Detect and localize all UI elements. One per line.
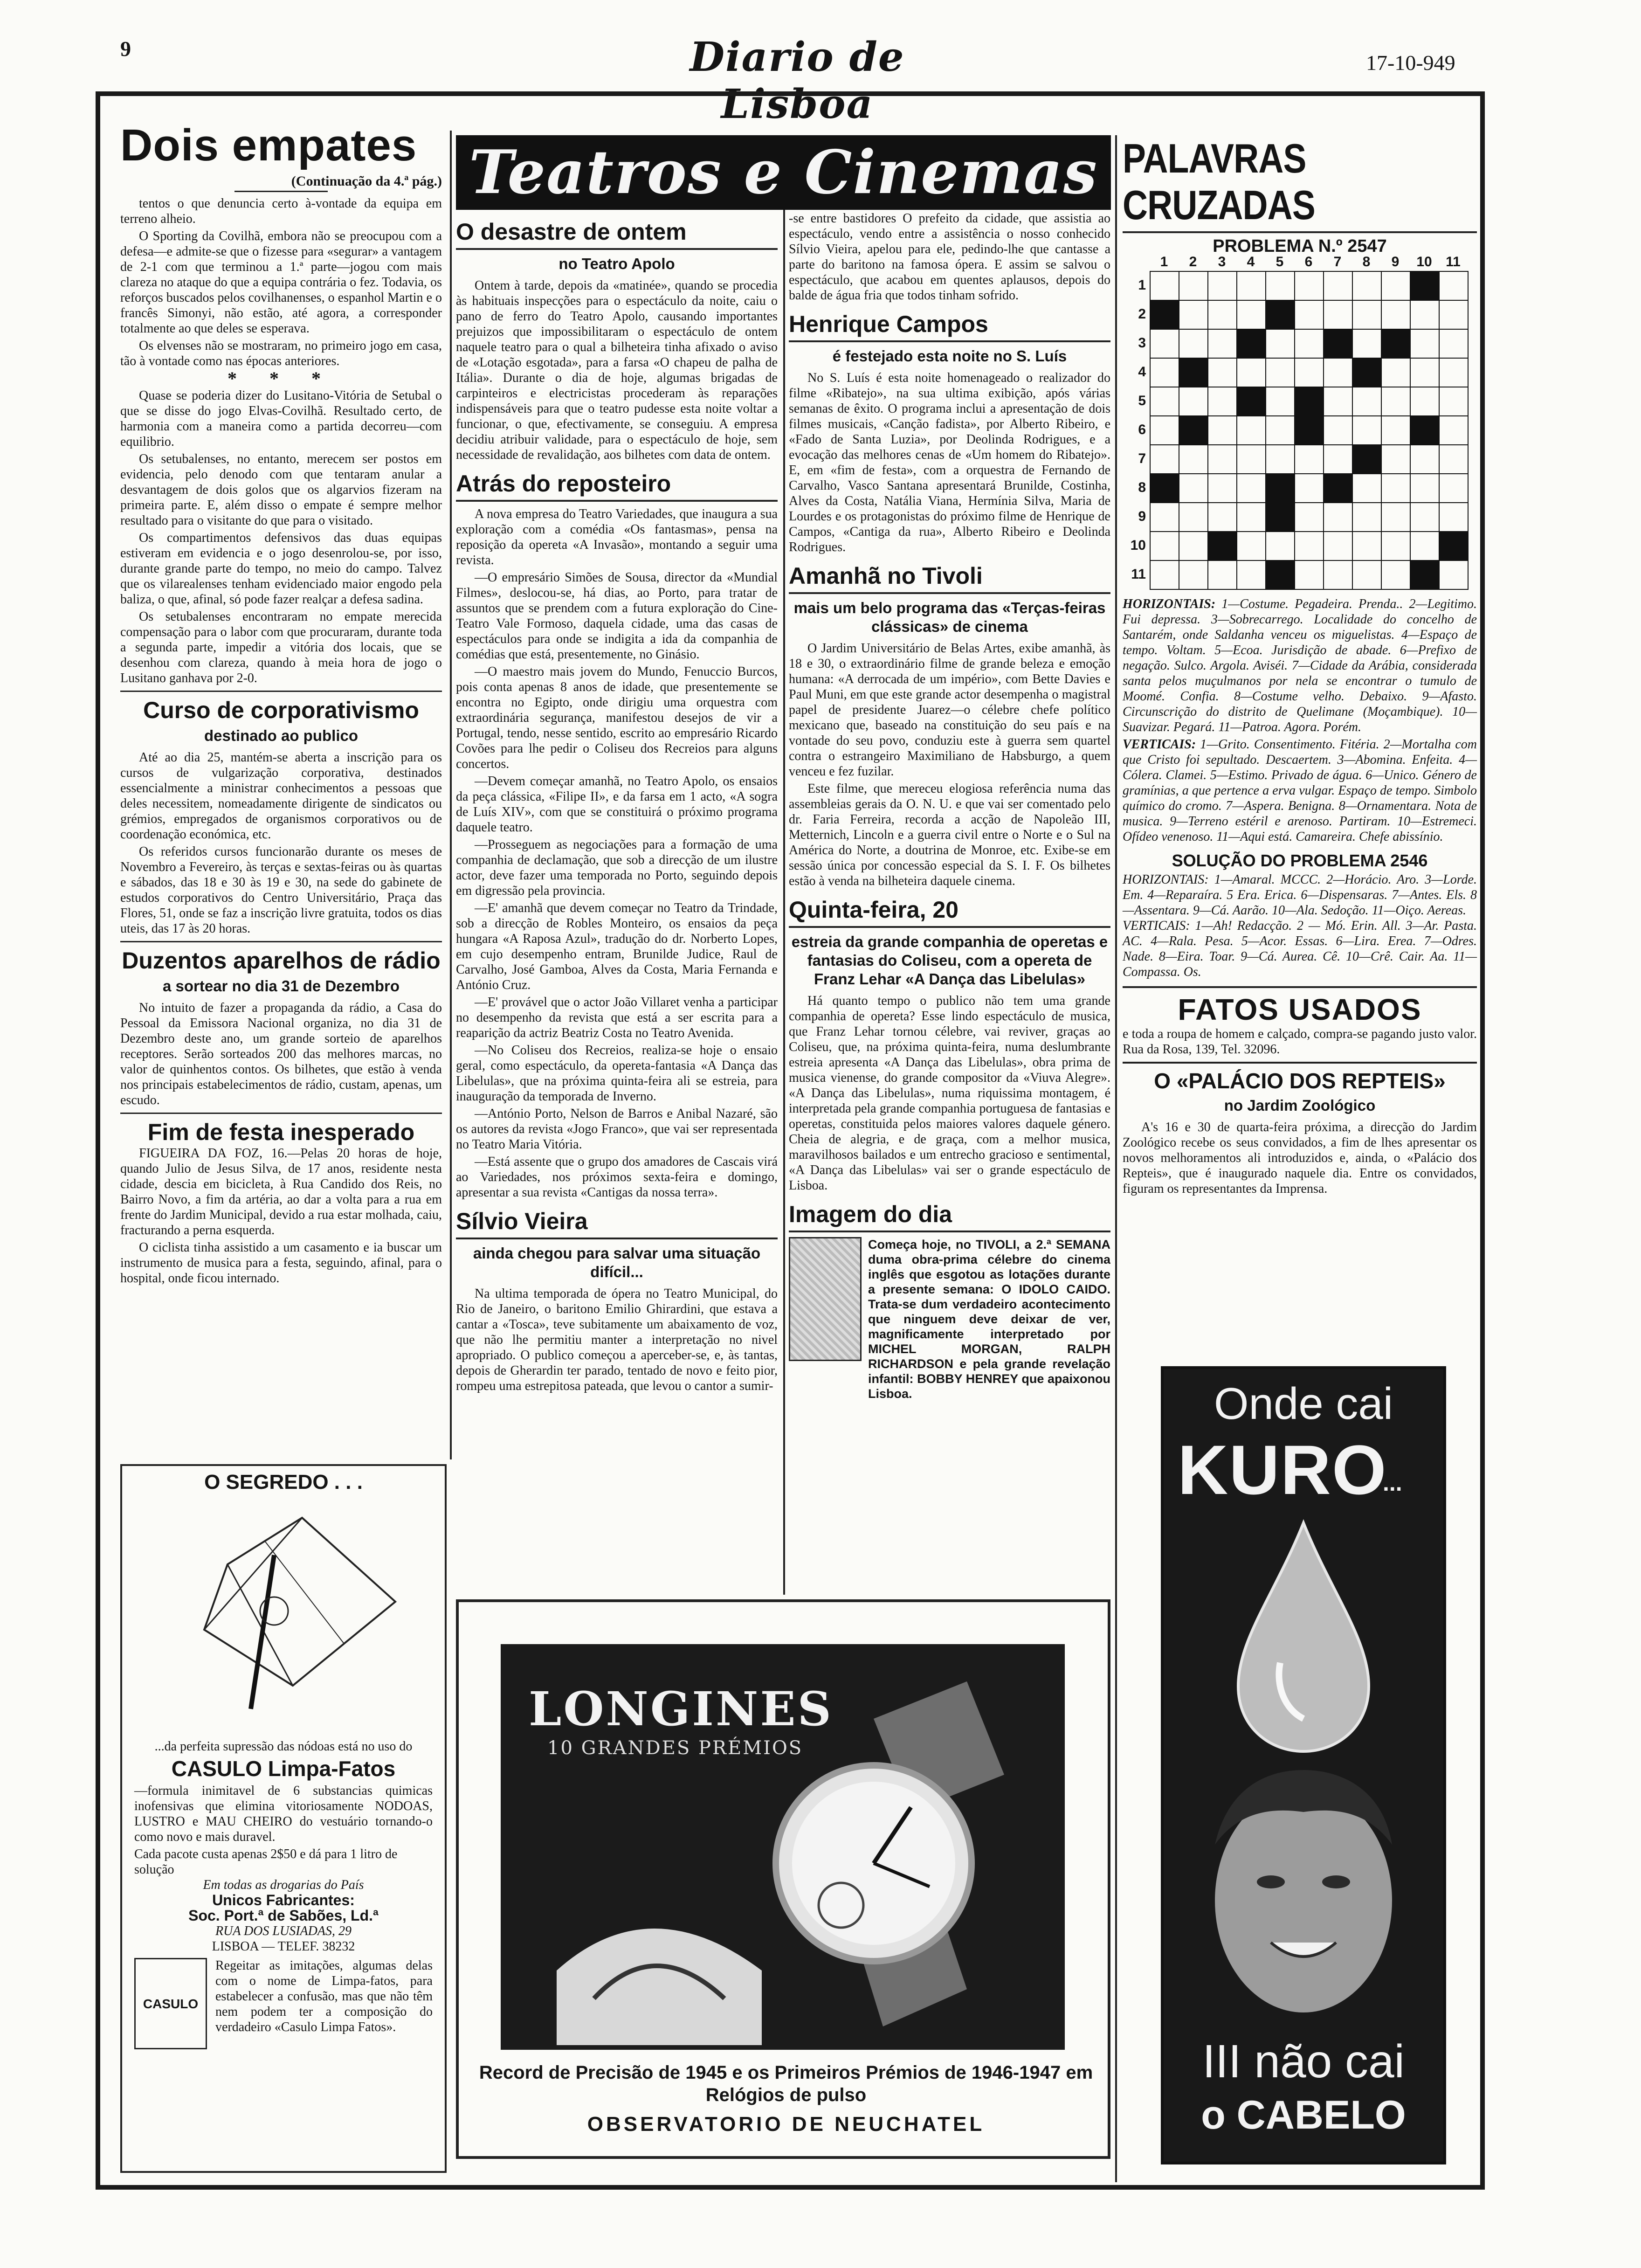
crossword-cell[interactable] [1237,300,1266,329]
ad-brand: CASULO Limpa-Fatos [171,1756,396,1781]
crossword-black-cell [1352,445,1381,474]
longines-record: Record de Precisão de 1945 e os Primeiros Prémios de 1946-1947 em Relógios de pulso [479,2062,1093,2105]
paragraph: Os elvenses não se mostraram, no primeiro jogo em casa, tão à vontade como nas épocas anteriores. [120,339,442,368]
crossword-cell[interactable] [1150,387,1179,416]
kuro-suffix: ... [1383,1470,1402,1496]
crossword-cell[interactable] [1266,329,1295,358]
crossword-cell[interactable] [1237,416,1266,445]
crossword-cell[interactable] [1439,300,1468,329]
kuro-line4: o CABELO [1201,2093,1406,2137]
paragraph: O ciclista tinha assistido a um casamento e ia buscar um instrumento de musica para a festa, seguindo, afinal, para o hospital, onde ficou internado. [120,1240,442,1286]
crossword-cell[interactable] [1381,474,1410,503]
crossword-row-numbers [1123,271,1150,590]
paragraph: Há quanto tempo o publico não tem uma grande companhia de opereta? Esse lindo espectáculo de musica, que Franz Lehar tornou célebre, vai reviver, graças ao Coliseu, que, na próxima quinta-feira, numa deslumbrante estreia apresenta «A Dança das Libelulas», obra prima de musica vienense, do grande compositor da «Viuva Alegre». «A Dança das Libelulas», numa riquissima montagem, é interpretada pela grande companhia portuguesa de fantasias e operetas, constituida pelos maiores valores daquele género. Cheia de alegria, e de graça, com a melhor musica, maravilhosos bailados e um entrecho gracioso e sentimental, «A Dança das Libelulas» vai ser o grande espectáculo de Lisboa. [789,994,1110,1193]
crossword-grid[interactable] [1150,271,1469,590]
paragraph: O Sporting da Covilhã, embora não se preocupou com a defesa—e admite-se que o fizesse para «segurar» a vantagem de 2-1 com que terminou a 1.ª parte—jogou com mais clareza no ataque do que a equipa contrária o fez. Todavia, os reforços buscados pelos covilhanenses, o espanhol Martin e o francês Simonyi, não estão, até agora, a corresponder totalmente ao que deles se esperava. [120,229,442,336]
crossword-cell[interactable] [1410,387,1439,416]
crossword-column-number: 3 [1218,254,1226,270]
paragraph: Quase se poderia dizer do Lusitano-Vitória de Setubal o que se disse do jogo Elvas-Covilhã. Resultado certo, de harmonia com a maneira como a partida decorreu—com equilibrio. [120,388,442,449]
clues-text: 1—Grito. Consentimento. Fitéria. 2—Mortalha com que Cristo foi sepultado. Descaertem. 3—Abomina. Enfeita. 4—Cólera. Clamei. 5—Estimo. Privado de água. 6—Unico. Género de gramínias, a que pertence a erva vulgar. Espaço de tempo. Simbolo químico do cromo. 7—Aspera. Benigna. 8—Ornamentara. Nota de musica. 9—Terreno estéril e arenoso. Partiram. 10—Estremeci. Ofídeo venenoso. 11—Aqui está. Camareira. Chefe abissínio. [1123,737,1477,844]
crossword-cell[interactable] [1266,532,1295,560]
crossword-cell[interactable] [1266,416,1295,445]
divider [120,691,442,692]
headline: Curso de corporativismo [143,697,419,723]
crossword-cell[interactable] [1381,300,1410,329]
theatre-column-right [789,211,1110,1586]
subheadline: a sortear no dia 31 de Dezembro [162,977,400,995]
paragraph: —Devem começar amanhã, no Teatro Apolo, os ensaios da peça clássica, «Filipe II», e da farsa em 1 acto, «A sogra de Luís XIV», com que se constituirá o próximo programa daquele teatro. [456,774,778,835]
paragraph: Os setubalenses encontraram no empate merecida compensação para o labor com que procuraram, durante toda a segunda parte, impedir a vitória dos locais, que se desenhou com clareza, quando à meia hora de jogo o Lusitano ganhava por 2-0. [120,609,442,685]
crossword-black-cell [1208,532,1237,560]
clues-label: HORIZONTAIS: [1123,597,1216,611]
crossword-row-number: 1 [1138,277,1146,293]
crossword-cell[interactable] [1439,416,1468,445]
crossword-cell[interactable] [1295,503,1324,532]
crossword-cell[interactable] [1381,358,1410,387]
crossword-row-number: 6 [1138,422,1146,437]
crossword-row-number: 11 [1131,567,1146,582]
subheadline: no Teatro Apolo [558,255,675,272]
crossword-column-number: 2 [1189,254,1197,270]
ad-warning: Regeitar as imitações, algumas delas com o nome de Limpa-fatos, para estabelecer a confusão, mas que não têm nem podem ter a composição do verdadeiro «Casulo Limpa Fatos». [215,1958,433,2034]
crossword-black-cell [1237,329,1266,358]
jacket-illustration [134,1490,433,1732]
theatre-banner: Teatros e Cinemas [456,135,1111,210]
ad-city: LISBOA — TELEF. 38232 [212,1939,355,1954]
verticais-clues [1123,737,1477,844]
crossword-cell[interactable] [1439,503,1468,532]
paragraph: O Jardim Universitário de Belas Artes, exibe amanhã, às 18 e 30, o extraordinário filme de grande beleza e emoção humana: «A derrocada de um império», com Bette Davies e Paul Muni, em que este grande actor desempenha o magistral papel de presidente Juarez—o célebre chefe político mexicano que, baseado na constituição do seu país e na vontade do seu povo, conduziu este à guerra sem quartel contra o estrangeiro Maximiliano de Habsburgo, a quem venceu e fez fuzilar. [789,641,1110,779]
crossword-cell[interactable] [1237,560,1266,589]
column-rule [1115,135,1117,2182]
paragraph: No S. Luís é esta noite homenageado o realizador do filme «Ribatejo», na sua ultima exibição, após várias semanas de êxito. O programa inclui a apresentação de dois filmes musicais, «Canção fadista», por Alberto Ribeiro, e «Fado de Santa Luzia», por Deolinda Rodrigues, e a evocação das melhores cenas de «Um homem do Ribatejo». E, em «fim de festa», com a orquestra de Fernando de Carvalho, Vasco Santana apresentará Brunilde, Costinha, Alves da Costa, Natália Viana, Hermínia Silva, Maria de Lourdes e os protagonistas do próximo filme de Henrique de Campos, «Cantiga da rua», Alberto Ribeiro e Deolinda Rodrigues. [789,371,1110,554]
repteis-title: O «PALÁCIO DOS REPTEIS» [1154,1069,1446,1093]
crossword-cell[interactable] [1295,271,1324,300]
crossword-cell[interactable] [1324,503,1352,532]
crossword-cell[interactable] [1381,560,1410,589]
crossword-cell[interactable] [1439,474,1468,503]
longines-logo: LONGINES [529,1681,833,1736]
crossword-cell[interactable] [1324,300,1352,329]
crossword-cell[interactable] [1237,503,1266,532]
headline: Duzentos aparelhos de rádio [122,947,441,974]
divider [234,191,328,192]
section-stars: * * * [228,368,335,389]
paragraph: —No Coliseu dos Recreios, realiza-se hoje o ensaio geral, como espectáculo, da opereta-fantasia «A Dança das Libelulas», que na próxima quinta-feira ali se estreia, para inauguração da temporada de Inverno. [456,1043,778,1104]
continuation-note: (Continuação da 4.ª pág.) [291,173,442,189]
crossword-cell[interactable] [1208,503,1237,532]
section-headline: Amanhã no Tivoli [789,560,1110,594]
product-pack: CASULO [134,1958,207,2049]
ad-price: Cada pacote custa apenas 2$50 e dá para 1 litro de solução [134,1847,398,1877]
section-headline: Imagem do dia [789,1198,1110,1232]
crossword-cell[interactable] [1179,560,1208,589]
crossword-cell[interactable] [1439,445,1468,474]
crossword-black-cell [1266,474,1295,503]
subheadline: mais um belo programa das «Terças-feiras clássicas» de cinema [793,599,1106,635]
crossword-column-number: 11 [1446,254,1461,270]
crossword-cell[interactable] [1439,387,1468,416]
section-headline: Atrás do reposteiro [456,467,778,502]
crossword-cell[interactable] [1295,445,1324,474]
section-headline: Quinta-feira, 20 [789,893,1110,928]
problem-number: PROBLEMA N.º 2547 [1213,236,1387,256]
crossword-cell[interactable] [1208,387,1237,416]
headline: Fim de festa inesperado [147,1119,415,1145]
crossword-column-number: 6 [1304,254,1313,270]
crossword-grid-wrap [1123,271,1477,590]
crossword-cell[interactable] [1208,271,1237,300]
crossword-cell[interactable] [1324,416,1352,445]
column-rule [783,205,785,1595]
theatre-column-left [456,211,778,1586]
crossword-cell[interactable] [1352,416,1381,445]
crossword-cell[interactable] [1179,387,1208,416]
fatos-title: FATOS USADOS [1178,993,1422,1026]
crossword-black-cell [1266,503,1295,532]
longines-observatory: OBSERVATORIO DE NEUCHATEL [587,2113,985,2136]
crossword-row-number: 10 [1130,538,1146,553]
paragraph: —O maestro mais jovem do Mundo, Fenuccio Burcos, pois conta apenas 8 anos de idade, que presentemente se encontra no Egipto, onde dirigiu uma orquestra com extraordinária segurança, manifestou desejos de vir a Portugal, tendo, nesse sentido, escrito ao empresário Ricardo Covões para lhe pedir o Coliseu dos Recreios para alguns concertos. [456,664,778,771]
crossword-cell[interactable] [1324,358,1352,387]
longines-advertisement [456,1599,1110,2159]
crossword-cell[interactable] [1150,445,1179,474]
ad-address: RUA DOS LUSIADAS, 29 [215,1924,352,1938]
crossword-cell[interactable] [1266,387,1295,416]
ad-maker: Soc. Port.ª de Sabões, Ld.ª [188,1907,379,1924]
crossword-column-number: 1 [1160,254,1168,270]
crossword-cell[interactable] [1295,300,1324,329]
fatos-body: e toda a roupa de homem e calçado, compra-se pagando justo valor. Rua da Rosa, 139, Tel. 32096. [1123,1027,1477,1057]
crossword-cell[interactable] [1295,532,1324,560]
crossword-cell[interactable] [1237,532,1266,560]
kuro-advertisement [1161,1366,1446,2164]
article-title: Dois empates [120,120,417,170]
crossword-cell[interactable] [1381,503,1410,532]
paragraph: -se entre bastidores O prefeito da cidade, que assistia ao espectáculo, vendo entre a assistência o nosso conhecido Sílvio Vieira, apelou para ele, pedindo-lhe que cantasse a parte do baritono na famosa ópera. E assim se salvou o espectáculo, que acabou em quentes aplausos, depois do balde de água fria que todos tinham sofrido. [789,211,1110,303]
clues-text: 1—Costume. Pegadeira. Prenda.. 2—Legitimo. Fui depressa. 3—Sobrecarrego. Localidade do concelho de Santarém, onde Saldanha venceu os miguelistas. 4—Espaço de tempo. Voltam. 5—Ecoa. Jurisdição de abade. 6—Prefixo de negação. Sulco. Argola. Aviséi. 7—Cidade da Arábia, considerada santa pelos muçulmanos por nela se encontrar o tumulo de Moomé. Confia. 8—Costume velho. Debaixo. 9—Afasto. Circunscrição do distrito de Quelimane (Moçambique). 10—Suavizar. Pegará. 11—Patroa. Agora. Porém. [1123,597,1477,734]
ad-body: —formula inimitavel de 6 substancias quimicas inofensivas que elimina vitoriosamente NODOAS, LUSTRO e MAU CHEIRO do vestuário tornando-o como novo e mais duravel. [134,1784,433,1844]
crossword-cell[interactable] [1179,300,1208,329]
crossword-cell[interactable] [1150,271,1179,300]
issue-date: 17-10-949 [1366,51,1455,75]
crossword-cell[interactable] [1324,532,1352,560]
paragraph: —O empresário Simões de Sousa, director da «Mundial Filmes», deslocou-se, há dias, ao Porto, para tratar de assuntos que se prendem com a futura exploração do Cine-Teatro Vale Formoso, daquela cidade, uma das casas de espectáculos para onde se indigita a ida da companhia de comédias que está, presentemente, no Ginásio. [456,570,778,662]
ad-where: Em todas as drogarias do País [203,1878,364,1892]
crossword-cell[interactable] [1295,358,1324,387]
solution-title: SOLUÇÃO DO PROBLEMA 2546 [1172,851,1428,870]
crossword-cell[interactable] [1266,358,1295,387]
crossword-cell[interactable] [1266,271,1295,300]
crossword-cell[interactable] [1295,329,1324,358]
crossword-cell[interactable] [1352,300,1381,329]
crossword-cell[interactable] [1410,445,1439,474]
crossword-cell[interactable] [1237,445,1266,474]
paragraph: Este filme, que mereceu elogiosa referência numa das assembleias gerais da O. N. U. e que vai ser comentado pelo dr. Faria Ferreira, recorda a acção de Napoleão III, Metternich, Lincoln e a guerra civil entre o Norte e o Sul na América do Norte, a doutrina de Monroe, etc. Exibe-se em sessão única por concessão especial da S. I. F. Os bilhetes estão à venda na bilheteira daquele cinema. [789,781,1110,888]
crossword-title: PALAVRAS CRUZADAS [1123,135,1315,228]
paragraph: —E' provável que o actor João Villaret venha a participar no desempenho da revista que está a ser escrita para a reaparição da actriz Beatriz Costa no Teatro Avenida. [456,995,778,1040]
ad-footer [134,1958,433,2049]
crossword-cell[interactable] [1352,474,1381,503]
kuro-brand: KURO [1178,1431,1387,1509]
crossword-column-number: 4 [1247,254,1255,270]
paragraph: —E' amanhã que devem começar no Teatro da Trindade, sob a direcção de Robles Monteiro, os ensaios da peça hungara «A Raposa Azul», tradução do dr. Norberto Lopes, em cujo desempenho entram, Brunilde Judice, Raul de Carvalho, José Gamboa, Alves da Costa, Maria Fernanda e António Cruz. [456,901,778,992]
crossword-cell[interactable] [1381,532,1410,560]
crossword-cell[interactable] [1381,416,1410,445]
crossword-column-number: 7 [1333,254,1342,270]
casulo-advertisement [120,1464,447,2173]
crossword-row-number: 7 [1138,451,1146,466]
crossword-cell[interactable] [1381,271,1410,300]
masthead: Diario de Lisboa [689,34,905,128]
crossword-row-number: 5 [1138,393,1146,408]
ad-title: O SEGREDO . . . [204,1471,363,1494]
crossword-cell[interactable] [1179,271,1208,300]
crossword-black-cell [1150,474,1179,503]
sports-column [120,120,442,1454]
crossword-cell[interactable] [1150,532,1179,560]
crossword-column-number: 5 [1276,254,1284,270]
divider [1123,1062,1477,1064]
crossword-black-cell [1295,416,1324,445]
crossword-cell[interactable] [1295,474,1324,503]
subheadline: é festejado esta noite no S. Luís [832,347,1067,365]
image-of-day [789,1237,1110,1401]
crossword-cell[interactable] [1150,329,1179,358]
crossword-cell[interactable] [1324,387,1352,416]
crossword-row-number: 4 [1138,364,1146,380]
crossword-cell[interactable] [1150,358,1179,387]
repteis-subtitle: no Jardim Zoológico [1224,1097,1376,1114]
crossword-cell[interactable] [1295,560,1324,589]
divider [120,941,442,942]
paragraph: —Está assente que o grupo dos amadores de Cascais virá ao Variedades, nos próximos sexta-feira e domingo, apresentar a sua revista «Cantigas da nossa terra». [456,1155,778,1200]
crossword-cell[interactable] [1179,474,1208,503]
horizontais-clues [1123,596,1477,735]
crossword-row-number: 8 [1138,480,1146,495]
crossword-cell[interactable] [1352,387,1381,416]
crossword-column-number: 10 [1416,254,1432,270]
paragraph: Os referidos cursos funcionarão durante os meses de Novembro a Fevereiro, às terças e sextas-feiras ou às quartas e sábados, das 18 e 30 às 19 e 30, na sede do gabinete de estudos corporativos do Centro Universitário, Praça das Flores, 51, onde se faz a inscrição livre gratuita, todos os dias uteis, das 17 às 20 horas. [120,844,442,936]
crossword-black-cell [1352,358,1381,387]
longines-tagline: 10 GRANDES PRÉMIOS [547,1737,803,1759]
crossword-black-cell [1324,329,1352,358]
crossword-cell[interactable] [1237,358,1266,387]
crossword-cell[interactable] [1208,560,1237,589]
crossword-cell[interactable] [1208,300,1237,329]
divider [1123,986,1477,988]
crossword-cell[interactable] [1439,358,1468,387]
paragraph: Na ultima temporada de ópera no Teatro Municipal, do Rio de Janeiro, o baritono Emilio Ghirardini, que estava a cantar a «Tosca», teve subitamente um abaixamento de voz, que não lhe permitiu manter a interpretação no nivel apropriado. O publico começou a aperceber-se, e, às tantas, depois de Gherardin ter parado, tentado de novo e feito pior, rompeu uma estrepitosa pateada, que levou o cantor a sumir- [456,1286,778,1393]
kuro-line1: Onde cai [1214,1379,1393,1429]
crossword-cell[interactable] [1410,329,1439,358]
crossword-cell[interactable] [1150,416,1179,445]
ad-makers-label: Unicos Fabricantes: [212,1892,355,1908]
paragraph: FIGUEIRA DA FOZ, 16.—Pelas 20 horas de hoje, quando Julio de Jesus Silva, de 17 anos, residente nesta cidade, descia em bicicleta, à Rua Candido dos Reis, no Bairro Novo, a fim da artéria, ao dar a volta para a rua em frente do Jardim Municipal, devido a rua estar molhada, caiu, fracturando a perna esquerda. [120,1146,442,1238]
crossword-column-numbers [1150,254,1477,271]
crossword-cell[interactable] [1439,329,1468,358]
crossword-cell[interactable] [1439,560,1468,589]
section-headline: Sílvio Vieira [456,1205,778,1239]
subheadline: destinado ao publico [204,727,359,744]
crossword-row-number: 3 [1138,335,1146,351]
crossword-black-cell [1410,560,1439,589]
divider [120,1113,442,1114]
ad-lead: ...da perfeita supressão das nódoas está no uso do [154,1739,413,1754]
crossword-row-number: 9 [1138,509,1146,524]
crossword-cell[interactable] [1208,358,1237,387]
crossword-row-number: 2 [1138,306,1146,322]
clues-label: VERTICAIS: [1123,737,1196,752]
crossword-black-cell [1266,560,1295,589]
crossword-black-cell [1237,387,1266,416]
kuro-line3: III não cai [1202,2035,1405,2088]
crossword-black-cell [1381,329,1410,358]
crossword-black-cell [1410,271,1439,300]
crossword-cell[interactable] [1208,329,1237,358]
subheadline: ainda chegou para salvar uma situação difícil... [473,1245,761,1280]
page-number: 9 [120,37,131,61]
divider [1123,231,1477,233]
crossword-cell[interactable] [1439,271,1468,300]
crossword-black-cell [1410,416,1439,445]
crossword-cell[interactable] [1324,445,1352,474]
crossword-cell[interactable] [1179,445,1208,474]
paragraph: A nova empresa do Teatro Variedades, que inaugura a sua exploração com a comédia «Os fantasmas», pensa na reposição da opereta «A Invasão», montando a seguir uma revista. [456,507,778,567]
paragraph: —António Porto, Nelson de Barros e Anibal Nazaré, são os autores da revista «Jogo Franco», que vai ser representada no Teatro Maria Vitória. [456,1106,778,1152]
crossword-cell[interactable] [1381,445,1410,474]
crossword-cell[interactable] [1324,271,1352,300]
crossword-cell[interactable] [1208,474,1237,503]
film-blurb: Começa hoje, no TIVOLI, a 2.ª SEMANA duma obra-prima célebre do cinema inglês que esgotou as lotações durante a presente semana: O IDOLO CAIDO. Trata-se dum verdadeiro acontecimento que ninguem deve deixar de ver, magnificamente interpretado por MICHEL MORGAN, RALPH RICHARDSON e pela grande revelação infantil: BOBBY HENREY que apaixonou Lisboa. [868,1238,1110,1401]
solution-horizontais: HORIZONTAIS: 1—Amaral. MCCC. 2—Horácio. Aro. 3—Lorde. Em. 4—Reparaíra. 5 Era. Erica. 6—Dispensaras. 7—Antes. Els. 8—Assentara. 9—Cá. Aarão. 10—Ala. Sedoção. 11—Oiço. Aereas. [1123,872,1477,918]
crossword-cell[interactable] [1352,560,1381,589]
crossword-cell[interactable] [1410,300,1439,329]
crossword-cell[interactable] [1410,503,1439,532]
paragraph: Os setubalenses, no entanto, merecem ser postos em evidencia, pelo denodo com que tentaram anular a desvantagem de dois golos que os algarvios fizeram na primeira parte. E, além disso o empate é sempre melhor resultado para o visitante do que para o visitado. [120,452,442,528]
paragraph: tentos o que denuncia certo à-vontade da equipa em terreno alheio. [120,196,442,226]
column-rule [450,131,452,1459]
section-headline: O desastre de ontem [456,215,778,250]
crossword-cell[interactable] [1352,271,1381,300]
crossword-column-number: 9 [1391,254,1400,270]
crossword-cell[interactable] [1150,503,1179,532]
crossword-cell[interactable] [1352,503,1381,532]
crossword-cell[interactable] [1381,387,1410,416]
crossword-black-cell [1439,532,1468,560]
crossword-cell[interactable] [1324,560,1352,589]
crossword-cell[interactable] [1352,329,1381,358]
crossword-cell[interactable] [1410,474,1439,503]
crossword-column-number: 8 [1362,254,1371,270]
crossword-column [1123,135,1477,1348]
paragraph: A's 16 e 30 de quarta-feira próxima, a direcção do Jardim Zoológico recebe os seus convidados, a fim de lhes apresentar os novos melhoramentos ali introduzidos e, ainda, o «Palácio dos Repteis», que é inaugurado naquele dia. Entre os convidados, figuram os representantes da Imprensa. [1123,1120,1477,1196]
paragraph: Até ao dia 25, mantém-se aberta a inscrição para os cursos de vulgarização corporativa, destinados essencialmente a ministrar conhecimentos a pessoas que deles necessitem, nomeadamente dirigente de sindicatos ou grémios, empregados de organismos corporativos ou de coordenação económica, etc. [120,750,442,842]
paragraph: —Prosseguem as negociações para a formação de uma companhia de declamação, que sob a direcção de um ilustre actor, deve fazer uma temporada no Porto, seguindo depois em digressão pela provincia. [456,837,778,898]
paragraph: Ontem à tarde, depois da «matinée», quando se procedia às habituais inspecções para o espectáculo da noite, caiu o pano de ferro do Teatro Apolo, causando importantes prejuizos que impossibilitaram o espectáculo de ontem naquele teatro para o qual a bilheteira tinha afixado o aviso de «Lotação esgotada», para a farsa «O chapeu de palha de Itália». Durante o dia de hoje, algumas brigadas de carpinteiros e electricistas procederam às reparações indispensáveis para que o teatro pudesse esta noite voltar a funcionar, o que, efectivamente, se conseguiu. A empresa decidiu atribuir validade, para o espectáculo de hoje, sem necessidade de revalidação, aos bilhetes com data de ontem. [456,278,778,462]
paragraph: No intuito de fazer a propaganda da rádio, a Casa do Pessoal da Emissora Nacional organiza, no dia 31 de Dezembro deste ano, um grande sorteio de aparelhos receptores. Serão sorteados 200 das melhores marcas, no valor de quinhentos contos. Os bilhetes, que estão à venda nos principais estabelecimentos de rádio, custam, apenas, um escudo. [120,1001,442,1107]
crossword-cell[interactable] [1352,532,1381,560]
crossword-cell[interactable] [1208,445,1237,474]
paragraph: Os compartimentos defensivos das duas equipas estiveram em evidencia e o jogo desenrolou-se, por isso, durante grande parte do tempo, no meio do campo. Talvez que os vilarealenses tenham evidenciado maior engodo pela baliza, o que, afinal, só pode fazer realçar a defesa sadina. [120,531,442,607]
crossword-cell[interactable] [1410,532,1439,560]
section-headline: Henrique Campos [789,308,1110,342]
crossword-cell[interactable] [1237,271,1266,300]
film-still [789,1237,862,1361]
solution-verticais: VERTICAIS: 1—Ah! Redacção. 2 — Mó. Erin. All. 3—Ar. Pasta. AC. 4—Rala. Pesa. 5—Acor. Essas. 6—Lira. Erea. 7—Odres. Nade. 8—Eira. Toar. 9—Cá. Aurea. Cê. 10—Crê. Cair. Aa. 11—Compassa. Os. [1123,919,1477,979]
crossword-black-cell [1266,300,1295,329]
subheadline: estreia da grande companhia de operetas e fantasias do Coliseu, com a opereta de Franz Lehar «A Dança das Libelulas» [791,933,1108,988]
crossword-black-cell [1324,474,1352,503]
crossword-cell[interactable] [1150,560,1179,589]
crossword-cell[interactable] [1266,445,1295,474]
crossword-cell[interactable] [1179,329,1208,358]
crossword-cell[interactable] [1237,474,1266,503]
crossword-black-cell [1179,416,1208,445]
crossword-black-cell [1179,358,1208,387]
crossword-black-cell [1295,387,1324,416]
crossword-cell[interactable] [1179,532,1208,560]
crossword-black-cell [1150,300,1179,329]
drop-and-face-illustration [1164,1509,1443,2022]
crossword-cell[interactable] [1208,416,1237,445]
crossword-cell[interactable] [1410,358,1439,387]
crossword-cell[interactable] [1179,503,1208,532]
